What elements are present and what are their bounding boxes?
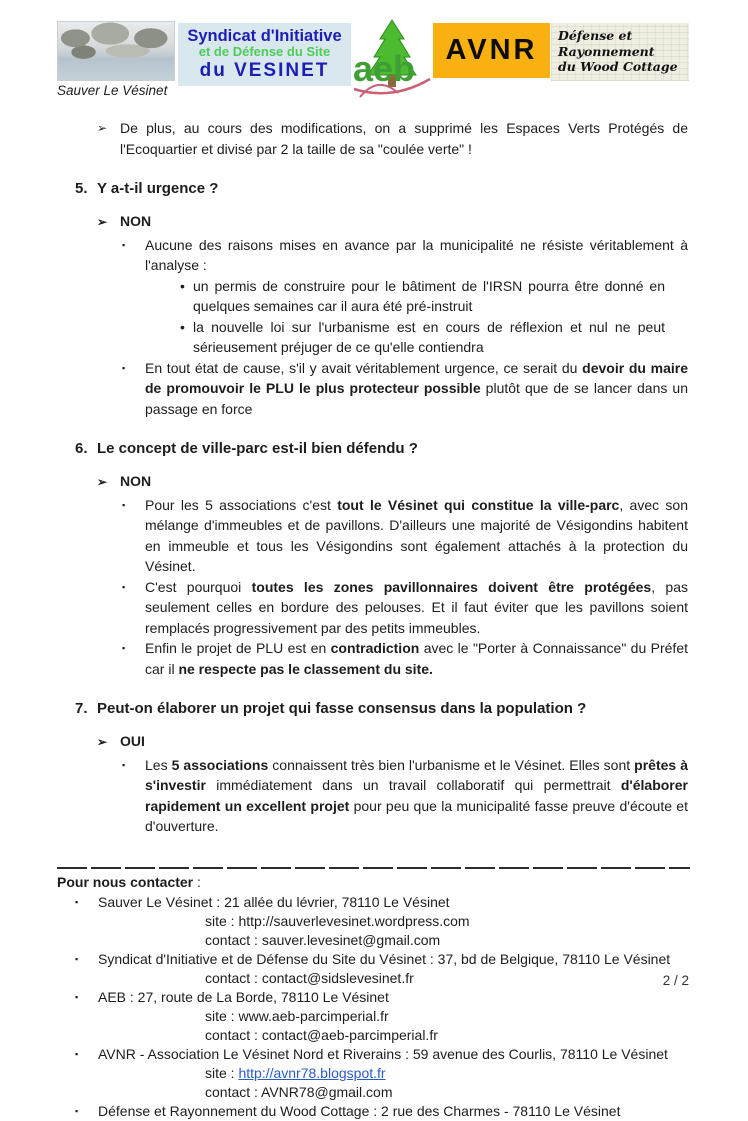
item-text xyxy=(145,638,688,679)
section-number: 5. xyxy=(75,180,88,197)
bold-text-segment: devoir du maire de promouvoir le PLU le plus protecteur possible xyxy=(145,359,688,396)
dot-bullet-icon: • xyxy=(180,277,185,294)
avnr-logo-text: AVNR xyxy=(445,34,538,66)
sub-list-item xyxy=(180,317,690,358)
text-segment: , pas seulement celles en bordure des pelouses. Et il faut éviter que les pavillons soient remplacés progressivement par des petits immeubles. xyxy=(145,578,689,636)
answer-row xyxy=(97,472,690,493)
answer-row xyxy=(97,732,690,753)
text-segment: Aucune des raisons mises en avance par la municipalité ne résiste véritablement à l'analyse : xyxy=(145,236,688,273)
contact-entry-main: Syndicat d'Initiative et de Défense du Site du Vésinet : 37, bd de Belgique, 78110 Le Vésinet xyxy=(98,950,671,967)
contact-detail-line xyxy=(205,1026,690,1045)
bold-text-segment: toutes les zones pavillonnaires doivent être protégées xyxy=(251,578,652,595)
text-segment: immédiatement dans un travail collaboratif qui permettrait xyxy=(205,777,621,793)
bold-text-segment: prêtes à s'investir xyxy=(145,756,688,793)
list-item xyxy=(122,638,690,679)
text-segment: , avec son mélange d'immeubles et de pavillons. D'ailleurs une majorité de Vésigondins habitent en immeuble et tous les Vésigondins sont également attachés à la protection du Vésinet. xyxy=(145,496,688,574)
section-number: 6. xyxy=(75,440,88,457)
contact-entry xyxy=(75,893,690,912)
contact-detail-label: site : xyxy=(205,1007,239,1024)
bold-text-segment: ne respecte pas le classement du site. xyxy=(178,660,433,677)
contact-detail-line xyxy=(205,969,690,988)
answer-row xyxy=(97,212,690,233)
square-bullet-icon: ▪ xyxy=(75,896,79,907)
section-number: 7. xyxy=(75,700,88,717)
square-bullet-icon: ▪ xyxy=(122,759,126,770)
section-heading xyxy=(75,438,690,459)
page-number: 2 / 2 xyxy=(662,973,689,988)
wood-logo-line2: Rayonnement xyxy=(558,43,655,59)
section-items xyxy=(122,755,690,837)
text-segment: avec le "Porter à Connaissance" du Préfet car il xyxy=(145,640,688,677)
avnr-logo xyxy=(433,23,550,78)
contact-detail-line xyxy=(205,1007,690,1026)
contact-site-link[interactable]: http://avnr78.blogspot.fr xyxy=(238,1064,386,1081)
contact-heading-text: Pour nous contacter xyxy=(57,873,194,890)
contact-detail-line xyxy=(205,931,690,950)
section-7-consensus xyxy=(57,698,690,837)
text-segment: Pour les 5 associations c'est xyxy=(145,496,338,513)
wood-cottage-logo xyxy=(551,23,689,81)
section-heading xyxy=(75,698,690,719)
list-item xyxy=(122,755,690,837)
arrow-bullet-icon: ➢ xyxy=(97,215,108,229)
syndicat-logo xyxy=(178,23,351,86)
aeb-logo-graphic xyxy=(352,19,432,101)
contact-detail-label: contact : xyxy=(205,931,262,948)
section-title: Y a-t-il urgence ? xyxy=(97,180,219,197)
aeb-logo-text: aeb xyxy=(353,48,416,89)
contact-entry-main: AEB : 27, route de La Borde, 78110 Le Vésinet xyxy=(98,988,389,1005)
square-bullet-icon: ▪ xyxy=(122,643,126,653)
section-items xyxy=(122,235,690,420)
bold-text-segment: d'élaborer rapidement un excellent projet xyxy=(145,777,688,814)
square-bullet-icon: ▪ xyxy=(122,581,126,592)
intro-bullet-row xyxy=(97,118,690,159)
contact-entry-main: Défense et Rayonnement du Wood Cottage : 2 rue des Charmes - 78110 Le Vésinet xyxy=(98,1102,621,1119)
section-6-ville-parc xyxy=(57,438,690,679)
contact-detail-label: site : xyxy=(205,1064,239,1081)
section-title: Peut-on élaborer un projet qui fasse consensus dans la population ? xyxy=(97,700,587,717)
contact-list xyxy=(57,893,690,1121)
sauver-le-vesinet-logo xyxy=(57,21,177,98)
contact-heading-suffix: : xyxy=(193,873,201,890)
separator-line xyxy=(57,867,690,869)
section-items xyxy=(122,495,690,680)
contact-entry xyxy=(75,1102,690,1121)
contact-detail-line xyxy=(205,1064,690,1083)
list-item xyxy=(122,235,690,276)
winter-pond-photo xyxy=(57,21,175,81)
header-logos xyxy=(57,21,690,105)
square-bullet-icon: ▪ xyxy=(75,991,79,1002)
contact-detail-label: contact : xyxy=(205,1083,262,1100)
contact-entry-main: AVNR - Association Le Vésinet Nord et Riverains : 59 avenue des Courlis, 78110 Le Vésinet xyxy=(98,1045,668,1062)
square-bullet-icon: ▪ xyxy=(122,239,126,250)
contact-detail-label: site : xyxy=(205,912,239,929)
aeb-logo xyxy=(352,19,432,101)
sub-list-item xyxy=(180,276,690,317)
contact-detail-line xyxy=(205,1083,690,1102)
photo-caption: Sauver Le Vésinet xyxy=(57,83,168,98)
contact-detail-line xyxy=(205,912,690,931)
section-heading xyxy=(75,178,690,199)
wood-logo-line3: du Wood Cottage xyxy=(558,59,678,75)
wood-logo-line1: Défense et xyxy=(558,28,633,43)
item-text xyxy=(145,235,688,276)
contact-entry xyxy=(75,1045,690,1064)
item-text xyxy=(145,577,688,639)
answer-label: NON xyxy=(120,473,152,489)
item-text xyxy=(145,495,688,577)
syndicat-logo-line2: et de Défense du Site xyxy=(198,44,331,60)
section-5-urgence xyxy=(57,178,690,419)
section-title: Le concept de ville-parc est-il bien défendu ? xyxy=(97,440,418,457)
contact-entry-main: Sauver Le Vésinet : 21 allée du lévrier, 78110 Le Vésinet xyxy=(98,893,450,910)
contact-detail-value: contact@aeb-parcimperial.fr xyxy=(261,1026,438,1043)
contact-detail-value: AVNR78@gmail.com xyxy=(261,1083,393,1100)
text-segment: C'est pourquoi xyxy=(145,578,252,595)
contact-detail-label: contact : xyxy=(205,1026,262,1043)
list-item xyxy=(122,358,690,420)
answer-label: NON xyxy=(120,213,152,229)
arrow-bullet-icon: ➢ xyxy=(97,121,108,135)
syndicat-logo-line1: Syndicat d'Initiative xyxy=(187,27,342,45)
text-segment: Enfin le projet de PLU est en xyxy=(145,640,331,656)
square-bullet-icon: ▪ xyxy=(75,1105,79,1116)
text-segment: plutôt que de se lancer dans un passage en force xyxy=(145,380,688,417)
contact-detail-value: contact@sidslevesinet.fr xyxy=(261,969,414,986)
item-text xyxy=(145,755,688,837)
contact-detail-value: http://sauverlevesinet.wordpress.com xyxy=(238,912,470,929)
intro-text: De plus, au cours des modifications, on a supprimé les Espaces Verts Protégés de l'Ecoquartier et divisé par 2 la taille de sa "coulée verte" ! xyxy=(120,120,688,157)
dot-bullet-icon: • xyxy=(180,318,185,335)
text-segment: Les xyxy=(145,756,172,773)
contact-detail-value: www.aeb-parcimperial.fr xyxy=(238,1007,389,1024)
square-bullet-icon: ▪ xyxy=(122,499,126,510)
sub-item-text: un permis de construire pour le bâtiment de l'IRSN pourra être donné en quelques semaines car il aura été pré-instruit xyxy=(193,277,665,314)
square-bullet-icon: ▪ xyxy=(75,953,79,964)
contact-entry xyxy=(75,988,690,1007)
contact-heading xyxy=(57,873,690,892)
square-bullet-icon: ▪ xyxy=(75,1048,79,1059)
text-segment: connaissent très bien l'urbanisme et le Vésinet. Elles sont xyxy=(268,756,635,773)
bold-text-segment: tout le Vésinet qui constitue la ville-parc xyxy=(337,496,620,513)
contact-detail-value: sauver.levesinet@gmail.com xyxy=(261,931,441,948)
bold-text-segment: 5 associations xyxy=(171,756,269,773)
arrow-bullet-icon: ➢ xyxy=(97,735,108,749)
arrow-bullet-icon: ➢ xyxy=(97,475,108,489)
syndicat-logo-line3: du VESINET xyxy=(199,60,330,82)
sub-item-text: la nouvelle loi sur l'urbanisme est en cours de réflexion et nul ne peut sérieusement préjuger de ce qu'elle contiendra xyxy=(193,318,665,355)
contact-entry xyxy=(75,950,690,969)
text-segment: pour peu que la municipalité fasse preuve d'écoute et d'ouverture. xyxy=(145,797,688,834)
item-text xyxy=(145,358,688,420)
bold-text-segment: contradiction xyxy=(330,640,420,656)
answer-label: OUI xyxy=(120,733,145,749)
text-segment: En tout état de cause, s'il y avait véritablement urgence, ce serait du xyxy=(145,359,583,376)
list-item xyxy=(122,577,690,639)
square-bullet-icon: ▪ xyxy=(122,362,126,373)
list-item xyxy=(122,495,690,577)
contact-detail-label: contact : xyxy=(205,969,262,986)
